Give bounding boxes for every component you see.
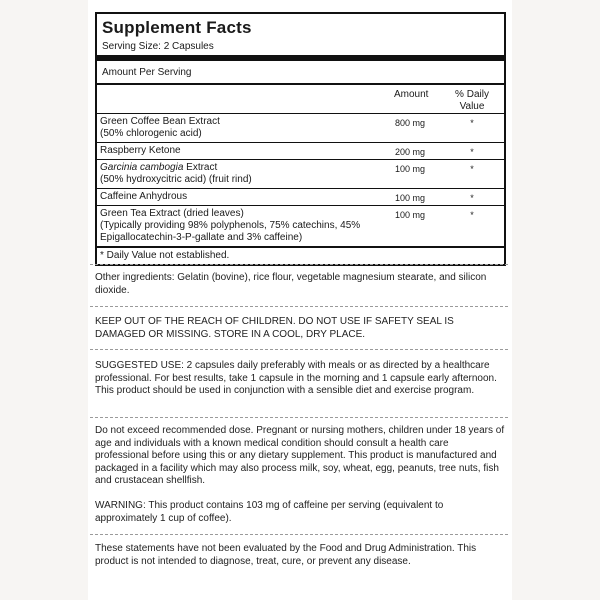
suggested-use: SUGGESTED USE: 2 capsules daily preferably with meals or as directed by a healthcare professional. For best results, take 1 capsule in the morning and 1 capsule early afternoon. This product should be used in conjunction with a sensible diet and exercise program.: [95, 360, 497, 396]
other-ingredients: Other ingredients: Gelatin (bovine), rice flour, vegetable magnesium stearate, and silicon dioxide.: [95, 272, 487, 296]
ingredient-name: [100, 116, 385, 140]
ingredient-name: [100, 162, 385, 186]
ingredient-name: [100, 191, 385, 203]
ingredient-name: [100, 145, 385, 157]
ingredient-amount: 200 mg: [395, 147, 426, 157]
ingredient-daily-value: *: [470, 210, 474, 220]
section-divider: [90, 264, 508, 265]
ingredient-row: [97, 143, 504, 160]
ingredient-daily-value: *: [470, 118, 474, 128]
section-divider: [90, 534, 508, 535]
ingredient-name-italic: Garcinia cambogia: [100, 162, 184, 173]
section-divider: [90, 417, 508, 418]
serving-size: Serving Size: 2 Capsules: [102, 41, 214, 52]
ingredient-amount: 100 mg: [395, 210, 426, 220]
ingredient-amount: 800 mg: [395, 118, 426, 128]
ingredient-name: [100, 208, 385, 244]
ingredient-name-line2: (50% chlorogenic acid): [100, 128, 202, 139]
column-headers: [97, 85, 504, 114]
facts-title: Supplement Facts: [102, 18, 252, 37]
ingredient-row: [97, 160, 504, 189]
ingredient-name-line1: Caffeine Anhydrous: [100, 191, 188, 202]
ingredient-amount: 100 mg: [395, 193, 426, 203]
supplement-facts-panel: [95, 12, 506, 266]
ingredient-name-line2: (50% hydroxycitric acid) (fruit rind): [100, 174, 252, 185]
ingredient-row: [97, 189, 504, 206]
ingredient-name-rest: Extract: [183, 162, 218, 173]
section-divider: [90, 349, 508, 350]
ingredient-row: [97, 206, 504, 247]
ingredient-daily-value: *: [470, 193, 474, 203]
ingredient-amount: 100 mg: [395, 164, 426, 174]
fda-disclaimer: These statements have not been evaluated by the Food and Drug Administration. This product is not intended to diagnose, treat, cure, or prevent any disease.: [95, 543, 477, 567]
amount-per-serving: Amount Per Serving: [97, 61, 504, 85]
ingredient-name-line1: [100, 162, 385, 174]
daily-value-column-header: % Daily Value: [455, 89, 489, 112]
caffeine-warning: WARNING: This product contains 103 mg of caffeine per serving (equivalent to approximately 1 cup of coffee).: [95, 500, 444, 524]
caution-statement: Do not exceed recommended dose. Pregnant or nursing mothers, children under 18 years of age and individuals with a known medical condition should consult a health care professional before using this or any dietary supplement. This product is manufactured and packaged in a facility which may also process milk, soy, wheat, egg, peanuts, tree nuts, fish and crustacean shellfish.: [95, 425, 505, 486]
section-divider: [90, 306, 508, 307]
ingredient-daily-value: *: [470, 164, 474, 174]
ingredient-name-line1: Green Coffee Bean Extract: [100, 116, 220, 127]
daily-value-footnote: * Daily Value not established.: [97, 247, 504, 264]
ingredient-name-line1: Green Tea Extract (dried leaves): [100, 208, 244, 219]
ingredient-row: [97, 114, 504, 143]
amount-column-header: Amount: [394, 89, 429, 100]
ingredient-name-line2: (Typically providing 98% polyphenols, 75% catechins, 45% Epigallocatechin-3-P-gallate and 3% caffeine): [100, 220, 361, 243]
keep-out-warning: KEEP OUT OF THE REACH OF CHILDREN. DO NOT USE IF SAFETY SEAL IS DAMAGED OR MISSING. STORE IN A COOL, DRY PLACE.: [95, 316, 454, 340]
ingredient-daily-value: *: [470, 147, 474, 157]
facts-header: [97, 14, 504, 61]
ingredient-name-line1: Raspberry Ketone: [100, 145, 181, 156]
